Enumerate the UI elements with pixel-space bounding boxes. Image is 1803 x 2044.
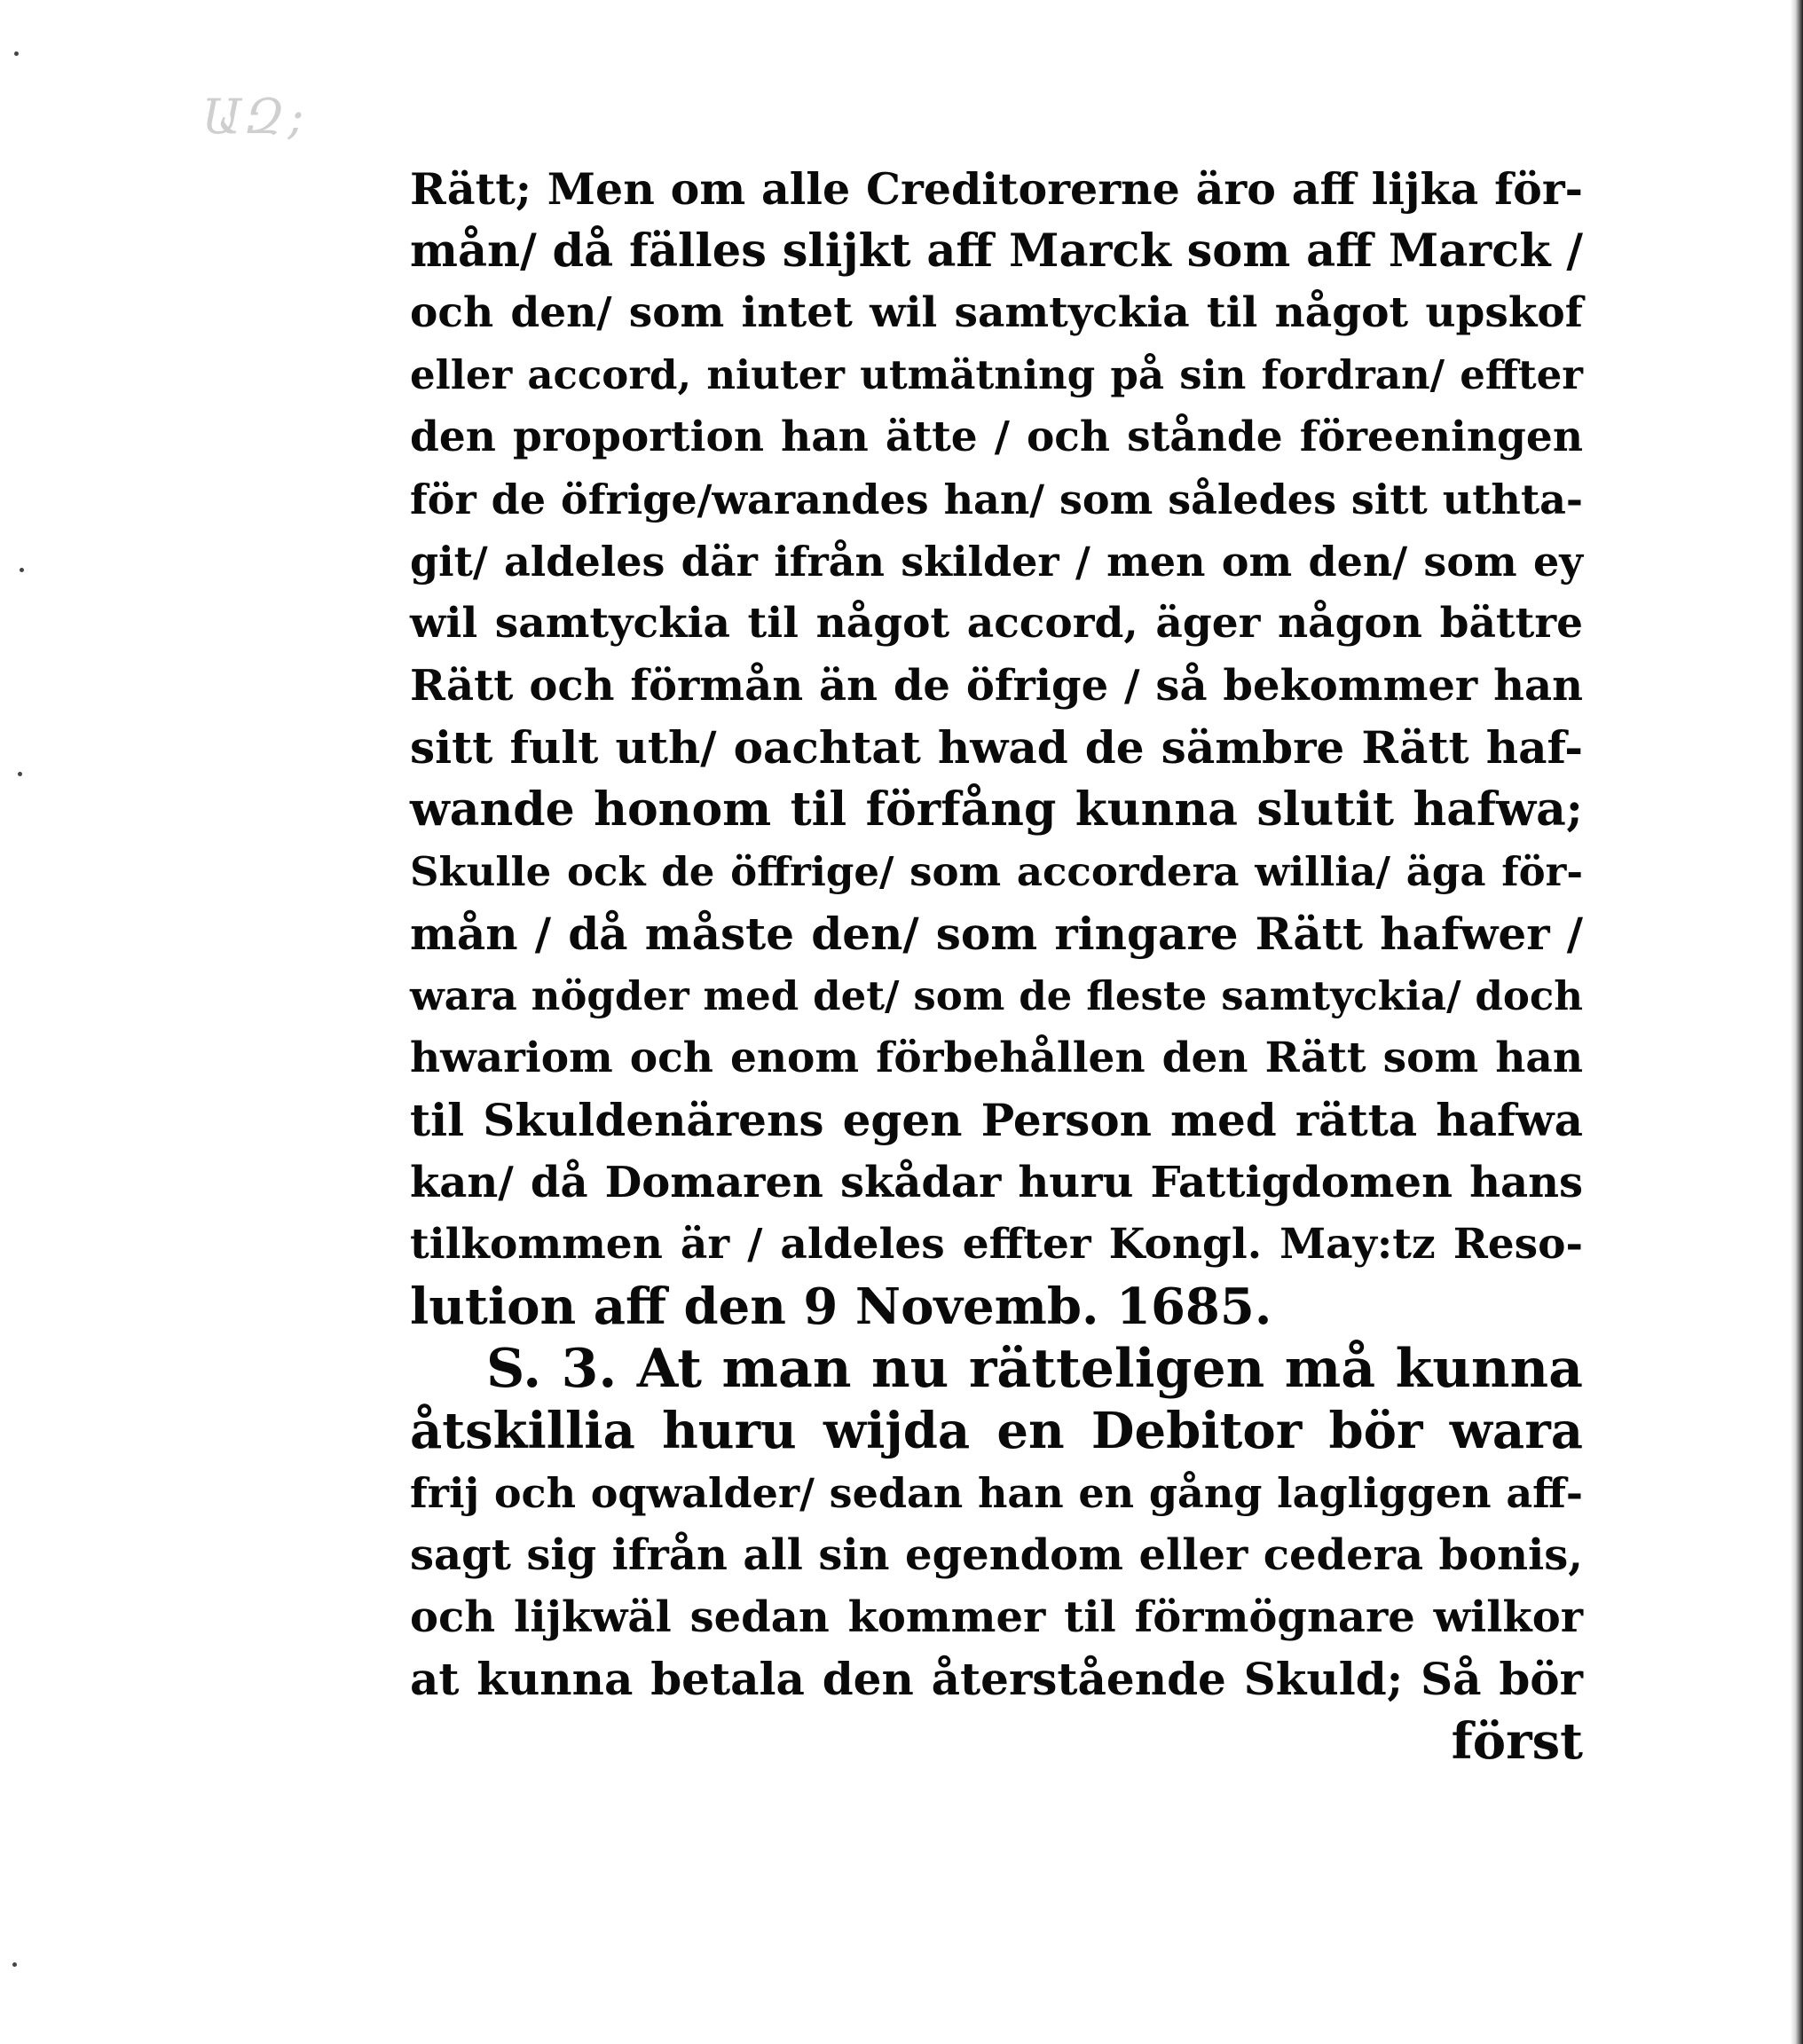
text-line: wara nögder med det/ som de fleste samtyckia/ doch bbox=[410, 972, 1583, 1019]
text-line: och lijkwäl sedan kommer til förmögnare wilkor bbox=[410, 1592, 1583, 1642]
text-line: åtskillia huru wijda en Debitor bör wara bbox=[410, 1402, 1583, 1460]
text-line: wil samtyckia til något accord, äger någon bättre bbox=[410, 599, 1583, 648]
text-line: hwariom och enom förbehållen den Rätt som han bbox=[410, 1034, 1583, 1082]
text-line: at kunna betala den återstående Skuld; Så bör bbox=[410, 1653, 1583, 1705]
paper-speck bbox=[18, 772, 22, 776]
text-line: Rätt; Men om alle Creditorerne äro aff lijka för- bbox=[410, 163, 1583, 215]
text-line: tilkommen är / aldeles effter Kongl. May:tz Reso- bbox=[410, 1220, 1583, 1269]
text-line: git/ aldeles där ifrån skilder / men om den/ som ey bbox=[410, 538, 1583, 586]
text-line: den proportion han ätte / och stånde föreeningen bbox=[410, 413, 1583, 461]
body-text bbox=[410, 158, 1583, 1773]
text-line: til Skuldenärens egen Person med rätta hafwa bbox=[410, 1094, 1583, 1146]
text-line: sitt fult uth/ oachtat hwad de sämbre Rätt haf- bbox=[410, 721, 1583, 774]
section-heading-line: S. 3. At man nu rätteligen må kunna bbox=[486, 1338, 1583, 1400]
text-line: mån/ då fälles slijkt aff Marck som aff Marck / bbox=[410, 224, 1583, 278]
paper-speck bbox=[14, 51, 19, 56]
text-line: kan/ då Domaren skådar huru Fattigdomen hans bbox=[410, 1158, 1583, 1207]
text-line: sagt sig ifrån all sin egendom eller cedera bonis, bbox=[410, 1530, 1583, 1580]
text-line: Rätt och förmån än de öfrige / så bekommer han bbox=[410, 661, 1583, 711]
text-line: eller accord, niuter utmätning på sin fordran/ effter bbox=[410, 351, 1583, 398]
catchword: först bbox=[1451, 1712, 1583, 1771]
text-line: och den/ som intet wil samtyckia til något upskof bbox=[410, 288, 1583, 337]
text-line: wande honom til förfång kunna slutit hafwa; bbox=[410, 782, 1583, 837]
text-line: Skulle ock de öffrige/ som accordera willia/ äga för- bbox=[410, 848, 1583, 895]
text-line: mån / då måste den/ som ringare Rätt hafwer / bbox=[410, 908, 1583, 960]
text-line: frij och oqwalder/ sedan han en gång lagliggen aff- bbox=[410, 1469, 1583, 1517]
text-line: för de öfrige/warandes han/ som således sitt uthta- bbox=[410, 476, 1583, 523]
page-edge-shadow bbox=[1791, 0, 1803, 2044]
text-line: lution aff den 9 Novemb. 1685. bbox=[410, 1278, 1272, 1336]
paper-speck bbox=[12, 1962, 17, 1967]
faint-corner-mark: ԱԶ; bbox=[202, 89, 308, 145]
paper-speck bbox=[20, 568, 24, 572]
